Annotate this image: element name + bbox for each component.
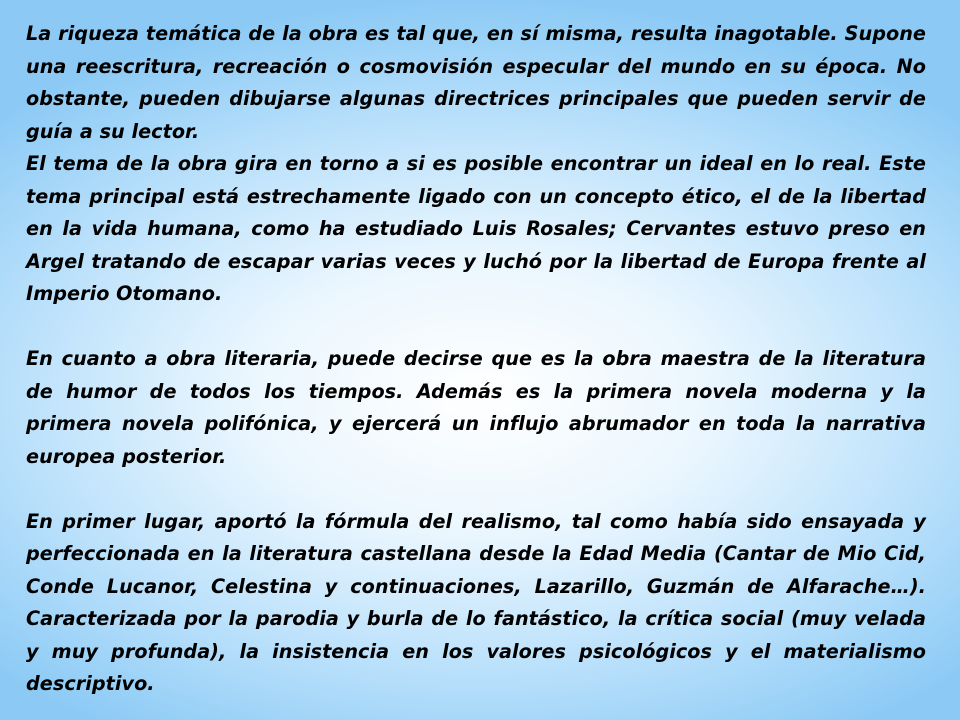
paragraph-realism: En primer lugar, aportó la fórmula del realismo, tal como había sido ensayada y perfeccionada en la literatura castellana desde la Edad Media (Cantar de Mio Cid, Conde Lucanor, Celestina y continuaciones, Lazarillo, Guzmán de Alfarache…). Caracterizada por la parodia y burla de lo fantástico, la crítica social (muy velada y muy profunda), la insistencia en los valores psicológicos y el materialismo descriptivo.: [26, 509, 926, 695]
paragraph-literary-work: En cuanto a obra literaria, puede decirse que es la obra maestra de la literatura de humor de todos los tiempos. Además es la primera novela moderna y la primera novela polifónica, y ejercerá un influjo abrumador en toda la narrativa europea posterior.: [26, 347, 926, 468]
paragraph-themes-intro: La riqueza temática de la obra es tal que, en sí misma, resulta inagotable. Supone una reescritura, recreación o cosmovisión especular del mundo en su época. No obstante, pueden dibujarse algunas directrices principales que pueden servir de guía a su lector.: [26, 22, 926, 143]
paragraph-spacer: [26, 311, 926, 344]
paragraph-spacer: [26, 473, 926, 506]
paragraph-ideal-and-freedom: El tema de la obra gira en torno a si es posible encontrar un ideal en lo real. Este tema principal está estrechamente ligado con un concepto ético, el de la libertad en la vida humana, como ha estudiado Luis Rosales; Cervantes estuvo preso en Argel tratando de escapar varias veces y luchó por la libertad de Europa frente al Imperio Otomano.: [26, 152, 926, 305]
